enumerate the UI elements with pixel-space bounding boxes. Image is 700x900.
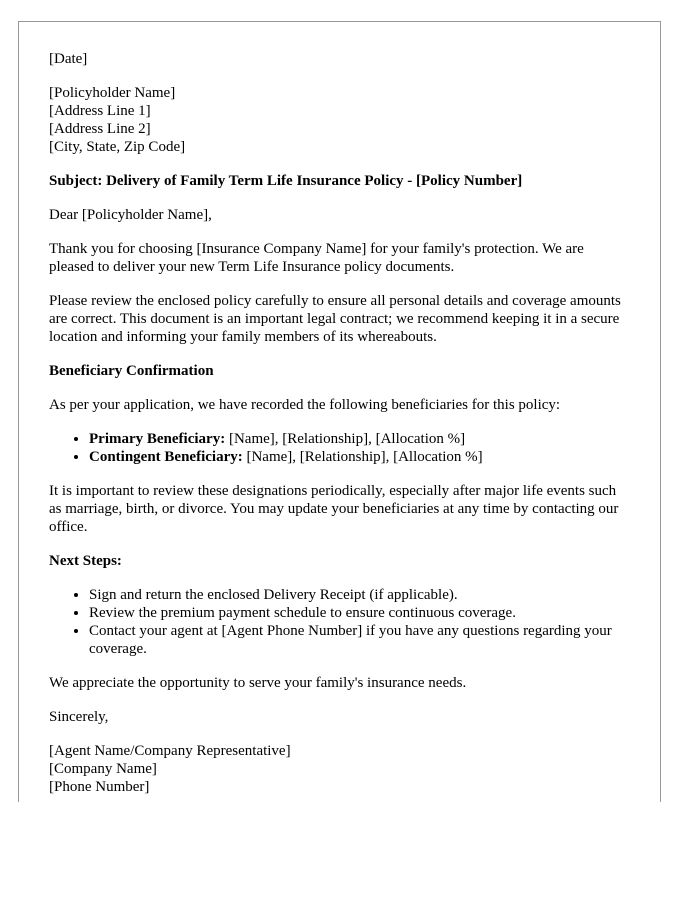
next-steps-list	[49, 586, 630, 658]
recipient-name: [Policyholder Name]	[49, 85, 176, 101]
beneficiary-item-contingent	[89, 448, 630, 466]
letter-subject: Subject: Delivery of Family Term Life Insurance Policy - [Policy Number]	[49, 173, 523, 189]
recipient-address	[49, 84, 630, 156]
letter-date: [Date]	[49, 51, 88, 67]
beneficiary-list	[49, 430, 630, 466]
beneficiary-label: Primary Beneficiary:	[89, 431, 226, 447]
next-step-item: • Sign and return the enclosed Delivery Receipt (if applicable).	[89, 586, 630, 604]
next-step-item: • Review the premium payment schedule to ensure continuous coverage.	[89, 604, 630, 622]
beneficiary-intro: As per your application, we have recorded the following beneficiaries for this policy:	[49, 397, 561, 413]
next-step-item: • Contact your agent at [Agent Phone Number] if you have any questions regarding your coverage.	[89, 622, 630, 658]
beneficiary-value: [Name], [Relationship], [Allocation %]	[242, 449, 483, 465]
beneficiary-heading: Beneficiary Confirmation	[49, 363, 214, 379]
letter-salutation: Dear [Policyholder Name],	[49, 207, 212, 223]
beneficiary-value: [Name], [Relationship], [Allocation %]	[225, 431, 466, 447]
intro-paragraph: Thank you for choosing [Insurance Company Name] for your family's protection. We are pleased to deliver your new Term Life Insurance policy documents.	[49, 241, 584, 275]
review-paragraph: Please review the enclosed policy carefully to ensure all personal details and coverage amounts are correct. This document is an important legal contract; we recommend keeping it in a secure location and informing your family members of its whereabouts.	[49, 293, 621, 345]
recipient-address-line-2: [Address Line 2]	[49, 121, 151, 137]
next-steps-heading: Next Steps:	[49, 553, 122, 569]
appreciation-paragraph: We appreciate the opportunity to serve your family's insurance needs.	[49, 675, 467, 691]
signature-agent: [Agent Name/Company Representative]	[49, 743, 291, 759]
letter-closing: Sincerely,	[49, 709, 109, 725]
signature-company: [Company Name]	[49, 761, 157, 777]
recipient-city-state-zip: [City, State, Zip Code]	[49, 139, 186, 155]
signature-phone: [Phone Number]	[49, 779, 150, 795]
signature-block	[49, 742, 630, 796]
recipient-address-line-1: [Address Line 1]	[49, 103, 151, 119]
beneficiary-note: It is important to review these designations periodically, especially after major life events such as marriage, birth, or divorce. You may update your beneficiaries at any time by contacting our office.	[49, 483, 619, 535]
beneficiary-label: Contingent Beneficiary:	[89, 449, 243, 465]
letter-page	[18, 21, 661, 802]
beneficiary-item-primary	[89, 430, 630, 448]
